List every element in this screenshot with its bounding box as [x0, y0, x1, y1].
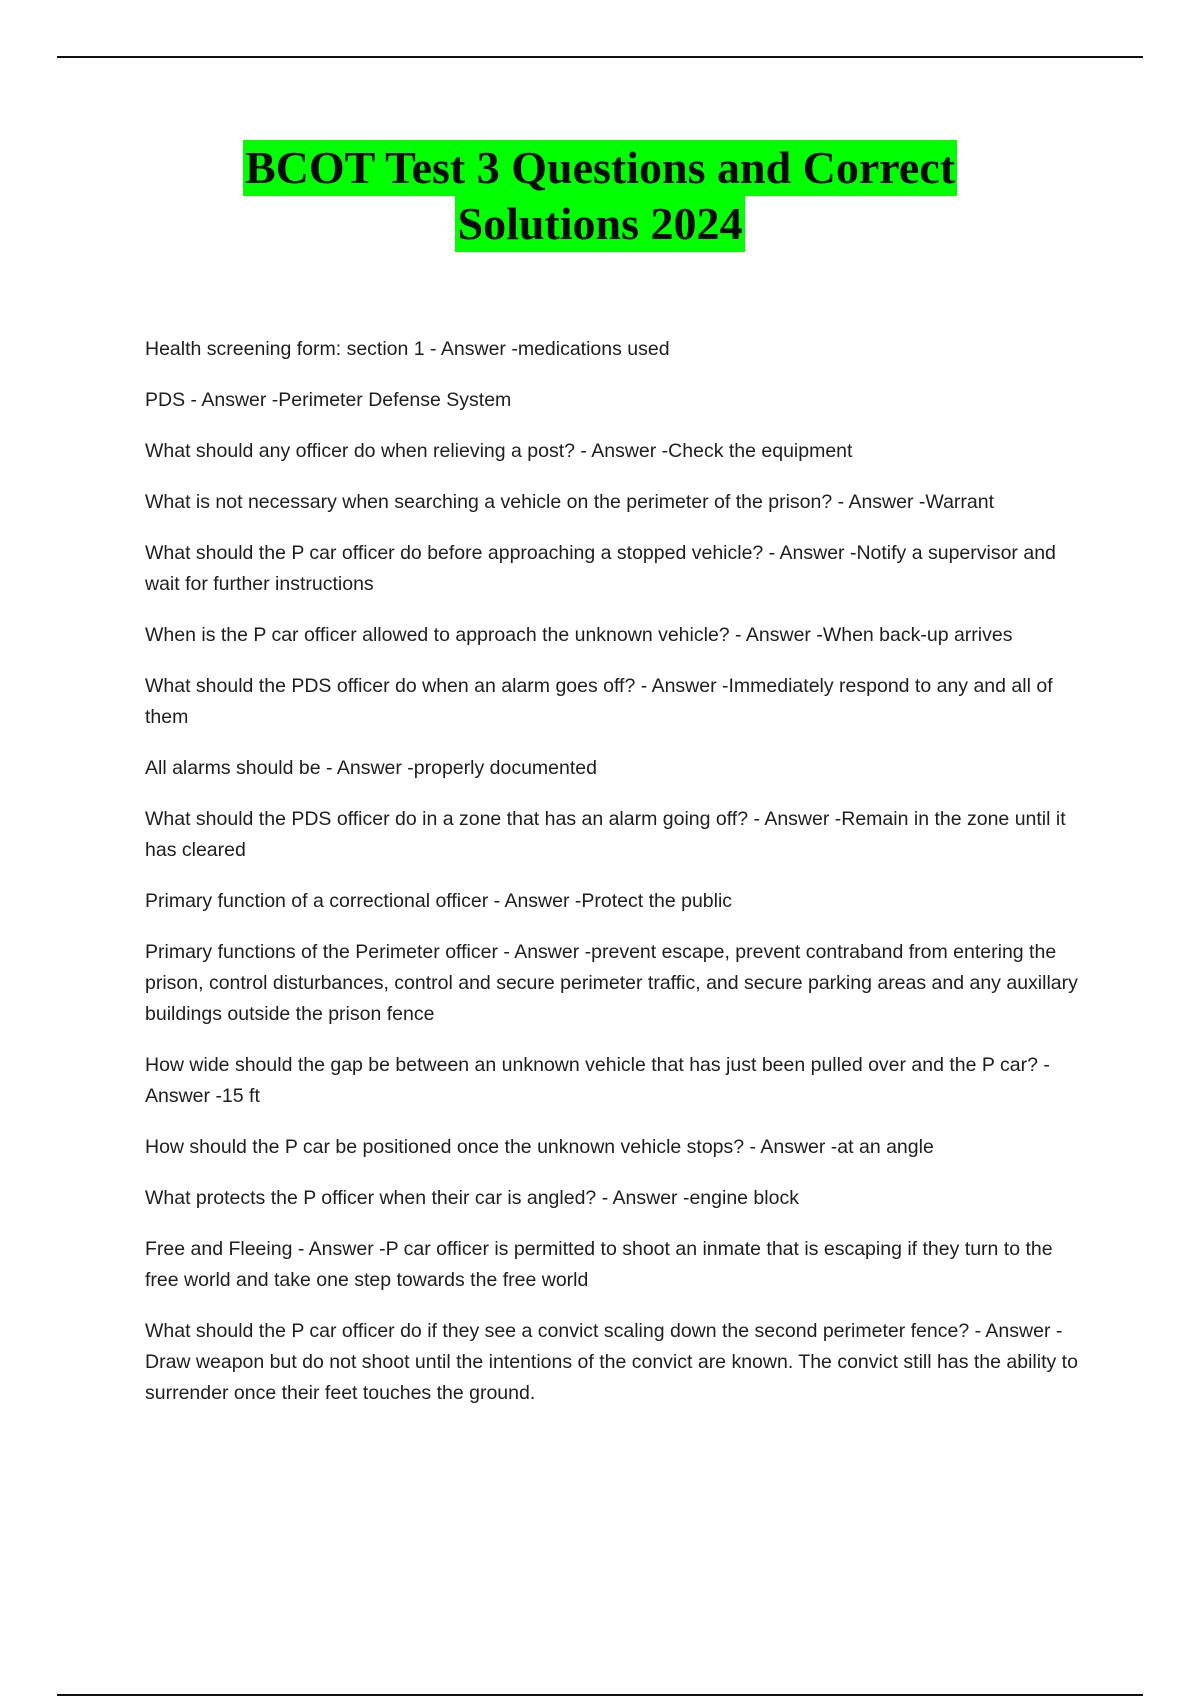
- qa-item: How should the P car be positioned once the unknown vehicle stops? - Answer -at an angle: [145, 1136, 934, 1158]
- title-line-1: BCOT Test 3 Questions and Correct: [243, 140, 957, 196]
- qa-item: What should the P car officer do before approaching a stopped vehicle? - Answer -Notify a supervisor and wait for further instructions: [145, 542, 1056, 595]
- qa-item: What should the PDS officer do when an alarm goes off? - Answer -Immediately respond to any and all of them: [145, 675, 1053, 728]
- qa-item: What should the PDS officer do in a zone that has an alarm going off? - Answer -Remain in the zone until it has cleared: [145, 808, 1066, 861]
- qa-item: Primary function of a correctional officer - Answer -Protect the public: [145, 890, 733, 912]
- qa-item: What should any officer do when relieving a post? - Answer -Check the equipment: [145, 440, 853, 462]
- qa-item: Primary functions of the Perimeter officer - Answer -prevent escape, prevent contraband from entering the prison, control disturbances, control and secure perimeter traffic, and secure parking areas and any auxillary buildings outside the prison fence: [145, 941, 1078, 1025]
- title-line-2: Solutions 2024: [455, 196, 744, 252]
- footer-rule: [57, 1694, 1143, 1696]
- qa-item: When is the P car officer allowed to approach the unknown vehicle? - Answer -When back-up arrives: [145, 624, 1013, 646]
- qa-item: All alarms should be - Answer -properly documented: [145, 757, 597, 779]
- qa-item: What should the P car officer do if they see a convict scaling down the second perimeter fence? - Answer -Draw weapon but do not shoot until the intentions of the convict are known. The convict still has the ability to surrender once their feet touches the ground.: [145, 1320, 1078, 1404]
- qa-item: How wide should the gap be between an unknown vehicle that has just been pulled over and the P car? - Answer -15 ft: [145, 1054, 1050, 1107]
- qa-list: [145, 334, 1090, 1429]
- qa-item: Free and Fleeing - Answer -P car officer is permitted to shoot an inmate that is escaping if they turn to the free world and take one step towards the free world: [145, 1238, 1053, 1291]
- header-rule: [57, 56, 1143, 58]
- document-title: [0, 140, 1200, 252]
- qa-item: Health screening form: section 1 - Answer -medications used: [145, 338, 670, 360]
- qa-item: What is not necessary when searching a vehicle on the perimeter of the prison? - Answer -Warrant: [145, 491, 995, 513]
- qa-item: What protects the P officer when their car is angled? - Answer -engine block: [145, 1187, 799, 1209]
- qa-item: PDS - Answer -Perimeter Defense System: [145, 389, 512, 411]
